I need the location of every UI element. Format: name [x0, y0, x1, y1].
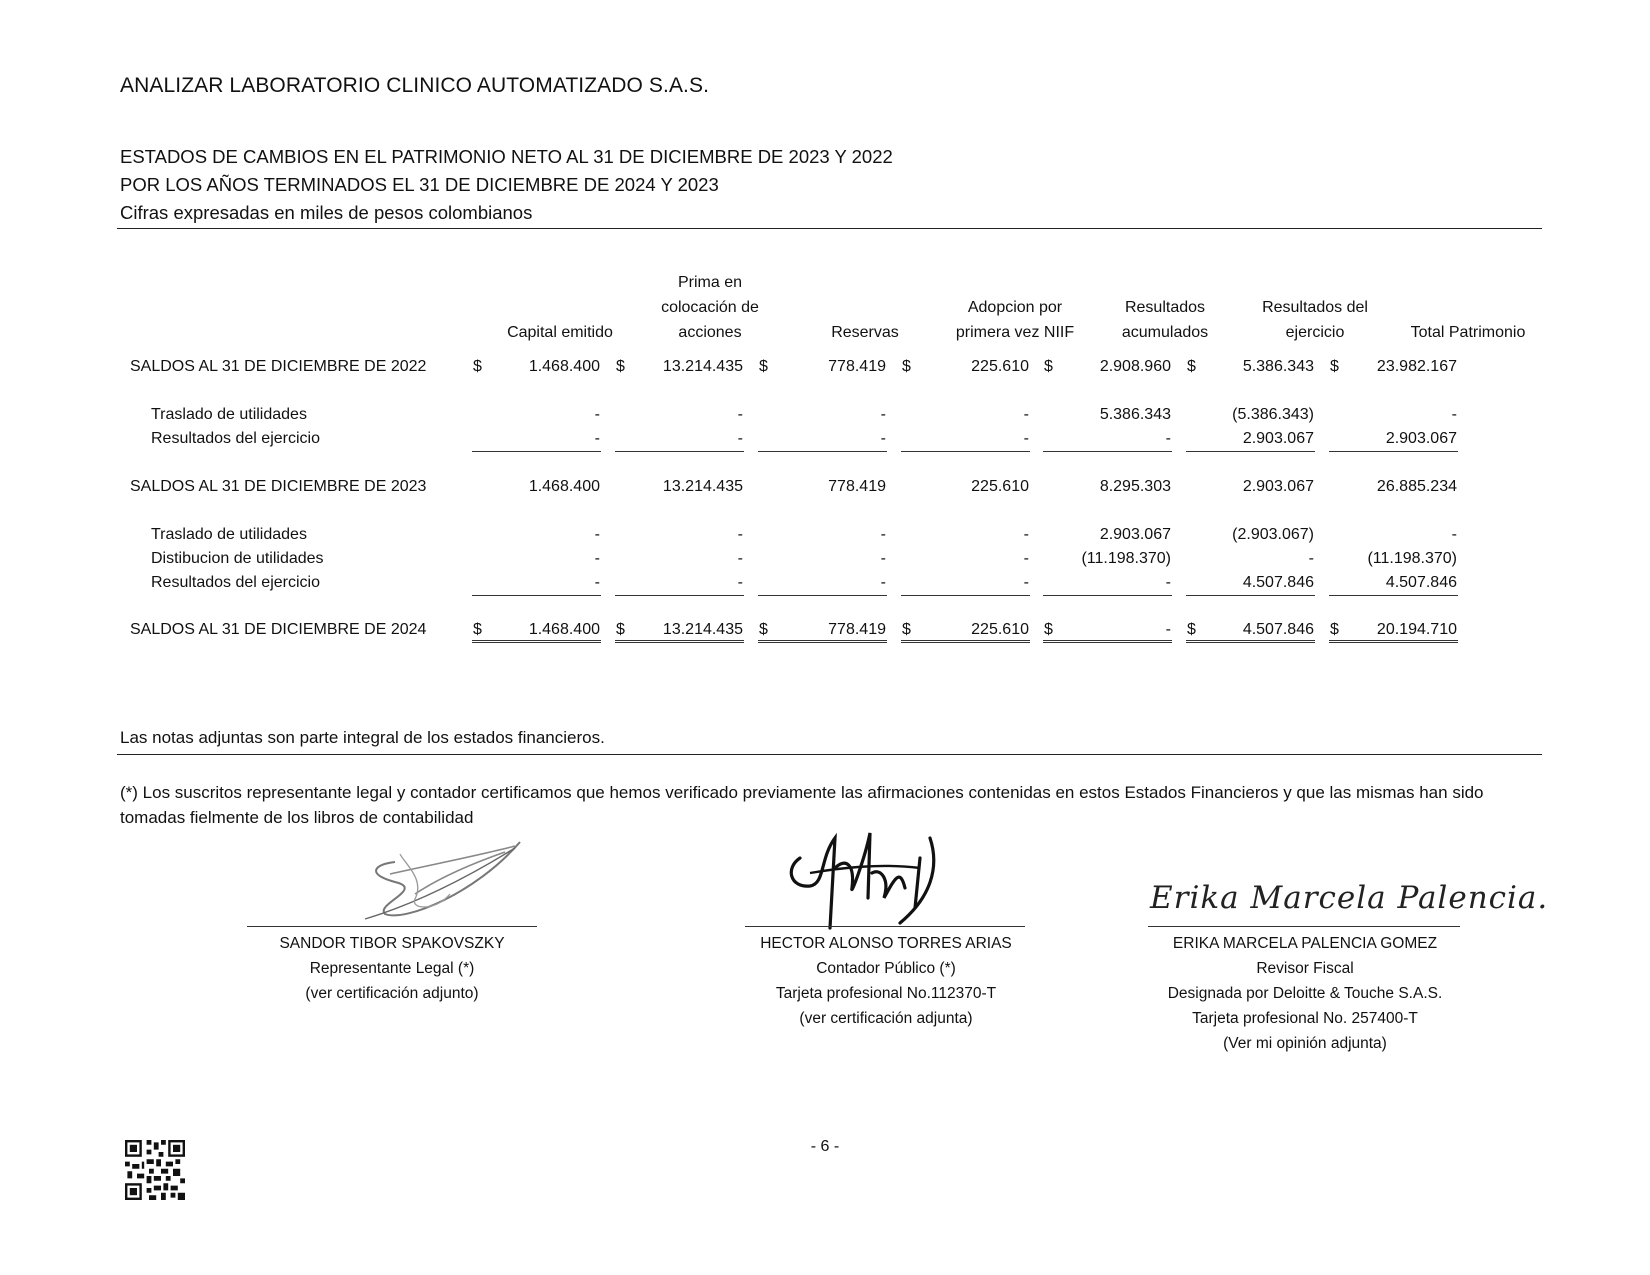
signature-erika: Erika Marcela Palencia.: [1150, 880, 1549, 916]
table-cell: [1329, 526, 1458, 548]
table-cell: [901, 358, 1030, 380]
table-cell: [758, 478, 887, 500]
cell-value: -: [1165, 430, 1171, 447]
cell-value: 778.419: [828, 621, 886, 638]
table-cell: [758, 358, 887, 380]
table-row: [120, 621, 1536, 643]
column-header-resultados-acumulados: Resultados acumulados: [1121, 299, 1209, 341]
signatory-card: Tarjeta profesional No. 257400-T: [1192, 1010, 1418, 1027]
cell-value: -: [1308, 550, 1314, 567]
table-cell: [1043, 358, 1172, 380]
column-header-reservas: Reservas: [831, 324, 899, 341]
table-cell: [1329, 478, 1458, 500]
title-line-2: POR LOS AÑOS TERMINADOS EL 31 DE DICIEMBRE DE 2024 Y 2023: [120, 174, 719, 195]
table-cell: [1186, 621, 1315, 643]
table-cell: [758, 430, 887, 452]
cell-value: 5.386.343: [1099, 406, 1171, 423]
table-cell: [615, 430, 744, 452]
signatory-role: Representante Legal (*): [309, 960, 475, 977]
currency-symbol: $: [616, 621, 625, 638]
cell-value: 4.507.846: [1385, 574, 1457, 591]
table-cell: [615, 526, 744, 548]
table-cell: [901, 550, 1030, 572]
cell-value: -: [1023, 526, 1029, 543]
cell-value: 225.610: [971, 358, 1029, 375]
cell-value: 2.903.067: [1099, 526, 1171, 543]
cell-value: 1.468.400: [528, 358, 600, 375]
cell-value: -: [1023, 550, 1029, 567]
table-cell: [1186, 550, 1315, 572]
table-row: [120, 406, 1536, 428]
table-cell: [472, 550, 601, 572]
table-row: [120, 430, 1536, 452]
table-cell: [1186, 406, 1315, 428]
signatory-role: Contador Público (*): [816, 960, 956, 977]
signatory-name: HECTOR ALONSO TORRES ARIAS: [760, 935, 1012, 952]
table-cell: [1043, 574, 1172, 596]
cell-value: -: [1023, 406, 1029, 423]
currency-symbol: $: [902, 621, 911, 638]
cell-value: -: [594, 574, 600, 591]
cell-value: -: [737, 406, 743, 423]
cell-value: -: [594, 406, 600, 423]
table-cell: [472, 358, 601, 380]
table-cell: [472, 621, 601, 643]
table-cell: [1186, 430, 1315, 452]
cell-value: -: [880, 430, 886, 447]
cell-value: 2.908.960: [1099, 358, 1171, 375]
cell-value: 8.295.303: [1099, 478, 1171, 495]
column-header-adopcion: Adopcion por primera vez NIIF: [955, 299, 1075, 341]
cell-value: 225.610: [971, 478, 1029, 495]
cell-value: -: [594, 550, 600, 567]
table-cell: [1329, 574, 1458, 596]
table-cell: [1043, 550, 1172, 572]
cell-value: (5.386.343): [1232, 406, 1314, 423]
table-cell: [472, 478, 601, 500]
cell-value: -: [737, 430, 743, 447]
currency-symbol: $: [1330, 358, 1339, 375]
signatory-note: (Ver mi opinión adjunta): [1223, 1035, 1387, 1052]
table-cell: [615, 621, 744, 643]
cell-value: 2.903.067: [1242, 478, 1314, 495]
table-cell: [1043, 406, 1172, 428]
cell-value: -: [1451, 526, 1457, 543]
signature-line-legal: [247, 926, 537, 927]
table-cell: [1186, 526, 1315, 548]
signatory-contador: [736, 931, 1036, 1031]
signatory-revisor: [1105, 931, 1505, 1056]
table-cell: [472, 406, 601, 428]
table-cell: [901, 430, 1030, 452]
title-line-3: Cifras expresadas en miles de pesos colombianos: [120, 202, 533, 223]
table-cell: [1043, 478, 1172, 500]
table-cell: [901, 406, 1030, 428]
currency-symbol: $: [759, 358, 768, 375]
currency-symbol: $: [616, 358, 625, 375]
cell-value: 778.419: [828, 478, 886, 495]
cell-value: -: [737, 526, 743, 543]
cell-value: 26.885.234: [1376, 478, 1457, 495]
cell-value: -: [1023, 430, 1029, 447]
cell-value: 23.982.167: [1376, 358, 1457, 375]
table-cell: [1329, 550, 1458, 572]
table-cell: [1329, 406, 1458, 428]
table-cell: [1186, 574, 1315, 596]
title-line-1: ESTADOS DE CAMBIOS EN EL PATRIMONIO NETO AL 31 DE DICIEMBRE DE 2023 Y 2022: [120, 146, 893, 167]
table-cell: [472, 526, 601, 548]
row-label: Distibucion de utilidades: [151, 550, 324, 567]
cell-value: -: [1165, 574, 1171, 591]
header-divider: [117, 228, 1542, 229]
table-cell: [615, 406, 744, 428]
table-cell: [1329, 621, 1458, 643]
table-cell: [472, 430, 601, 452]
table-cell: [758, 574, 887, 596]
table-cell: [1329, 358, 1458, 380]
table-cell: [901, 478, 1030, 500]
column-header-capital: Capital emitido: [507, 324, 613, 341]
column-header-prima: Prima en colocación de acciones: [661, 274, 759, 341]
currency-symbol: $: [902, 358, 911, 375]
row-label: SALDOS AL 31 DE DICIEMBRE DE 2023: [130, 478, 427, 495]
table-row: [120, 574, 1536, 596]
currency-symbol: $: [1044, 358, 1053, 375]
currency-symbol: $: [1187, 358, 1196, 375]
row-label: SALDOS AL 31 DE DICIEMBRE DE 2024: [130, 621, 427, 638]
cell-value: -: [880, 550, 886, 567]
table-cell: [901, 621, 1030, 643]
cell-value: 5.386.343: [1242, 358, 1314, 375]
cell-value: -: [594, 430, 600, 447]
cell-value: -: [737, 550, 743, 567]
cell-value: -: [880, 526, 886, 543]
table-cell: [758, 621, 887, 643]
row-label: Resultados del ejercicio: [151, 574, 320, 591]
table-row: [120, 526, 1536, 548]
table-cell: [1329, 430, 1458, 452]
signatory-role: Revisor Fiscal: [1256, 960, 1354, 977]
table-row: [120, 358, 1536, 380]
table-cell: [615, 574, 744, 596]
cell-value: (2.903.067): [1232, 526, 1314, 543]
table-cell: [1043, 430, 1172, 452]
row-label: Resultados del ejercicio: [151, 430, 320, 447]
signature-hector: [780, 828, 960, 938]
cell-value: 13.214.435: [662, 358, 743, 375]
row-label: Traslado de utilidades: [151, 406, 307, 423]
currency-symbol: $: [473, 621, 482, 638]
cell-value: -: [1451, 406, 1457, 423]
cell-value: 1.468.400: [528, 478, 600, 495]
table-cell: [615, 358, 744, 380]
table-cell: [615, 550, 744, 572]
table-cell: [901, 526, 1030, 548]
cell-value: -: [1023, 574, 1029, 591]
cell-value: (11.198.370): [1367, 550, 1457, 567]
cell-value: 4.507.846: [1242, 574, 1314, 591]
cell-value: 2.903.067: [1385, 430, 1457, 447]
signature-line-contador: [745, 926, 1025, 927]
cell-value: 13.214.435: [662, 621, 743, 638]
currency-symbol: $: [759, 621, 768, 638]
cell-value: -: [880, 406, 886, 423]
column-header-total: Total Patrimonio: [1410, 324, 1526, 341]
cell-value: 20.194.710: [1376, 621, 1457, 638]
row-label: Traslado de utilidades: [151, 526, 307, 543]
cell-value: -: [594, 526, 600, 543]
certification-text: (*) Los suscritos representante legal y contador certificamos que hemos verificado previamente las afirmaciones contenidas en estos Estados Financieros y que las mismas han sido tomadas fielmente de los libros de contabilidad: [120, 783, 1484, 827]
table-cell: [615, 478, 744, 500]
currency-symbol: $: [473, 358, 482, 375]
signatory-firm: Designada por Deloitte & Touche S.A.S.: [1167, 985, 1443, 1002]
table-cell: [758, 406, 887, 428]
page-number: - 6 -: [810, 1138, 840, 1155]
signature-line-revisor: [1148, 926, 1460, 927]
table-cell: [901, 574, 1030, 596]
notes-statement: Las notas adjuntas son parte integral de los estados financieros.: [120, 728, 605, 747]
cell-value: 225.610: [971, 621, 1029, 638]
currency-symbol: $: [1044, 621, 1053, 638]
cell-value: -: [1165, 621, 1171, 638]
table-cell: [1186, 478, 1315, 500]
cell-value: 778.419: [828, 358, 886, 375]
row-label: SALDOS AL 31 DE DICIEMBRE DE 2022: [130, 358, 427, 375]
table-cell: [758, 550, 887, 572]
signatory-note: (ver certificación adjunto): [305, 985, 479, 1002]
table-row: [120, 550, 1536, 572]
notes-divider: [117, 754, 1542, 755]
column-header-resultados-ejercicio: Resultados del ejercicio: [1262, 299, 1368, 341]
currency-symbol: $: [1330, 621, 1339, 638]
table-cell: [1043, 526, 1172, 548]
table-row: [120, 478, 1536, 500]
table-cell: [758, 526, 887, 548]
signatory-note: (ver certificación adjunta): [799, 1010, 973, 1027]
cell-value: 1.468.400: [528, 621, 600, 638]
table-cell: [1043, 621, 1172, 643]
signatory-name: ERIKA MARCELA PALENCIA GOMEZ: [1172, 935, 1438, 952]
cell-value: 4.507.846: [1242, 621, 1314, 638]
statement-title: [120, 143, 893, 227]
cell-value: 2.903.067: [1242, 430, 1314, 447]
signatory-legal-rep: [242, 931, 542, 1006]
cell-value: (11.198.370): [1081, 550, 1171, 567]
signatory-name: SANDOR TIBOR SPAKOVSZKY: [279, 935, 505, 952]
company-name: ANALIZAR LABORATORIO CLINICO AUTOMATIZADO S.A.S.: [120, 74, 710, 97]
qr-code-icon: [125, 1140, 185, 1200]
signature-sandor: [355, 834, 530, 926]
currency-symbol: $: [1187, 621, 1196, 638]
cell-value: -: [737, 574, 743, 591]
cell-value: 13.214.435: [662, 478, 743, 495]
cell-value: -: [880, 574, 886, 591]
table-cell: [1186, 358, 1315, 380]
table-cell: [472, 574, 601, 596]
signatory-card: Tarjeta profesional No.112370-T: [775, 985, 997, 1002]
